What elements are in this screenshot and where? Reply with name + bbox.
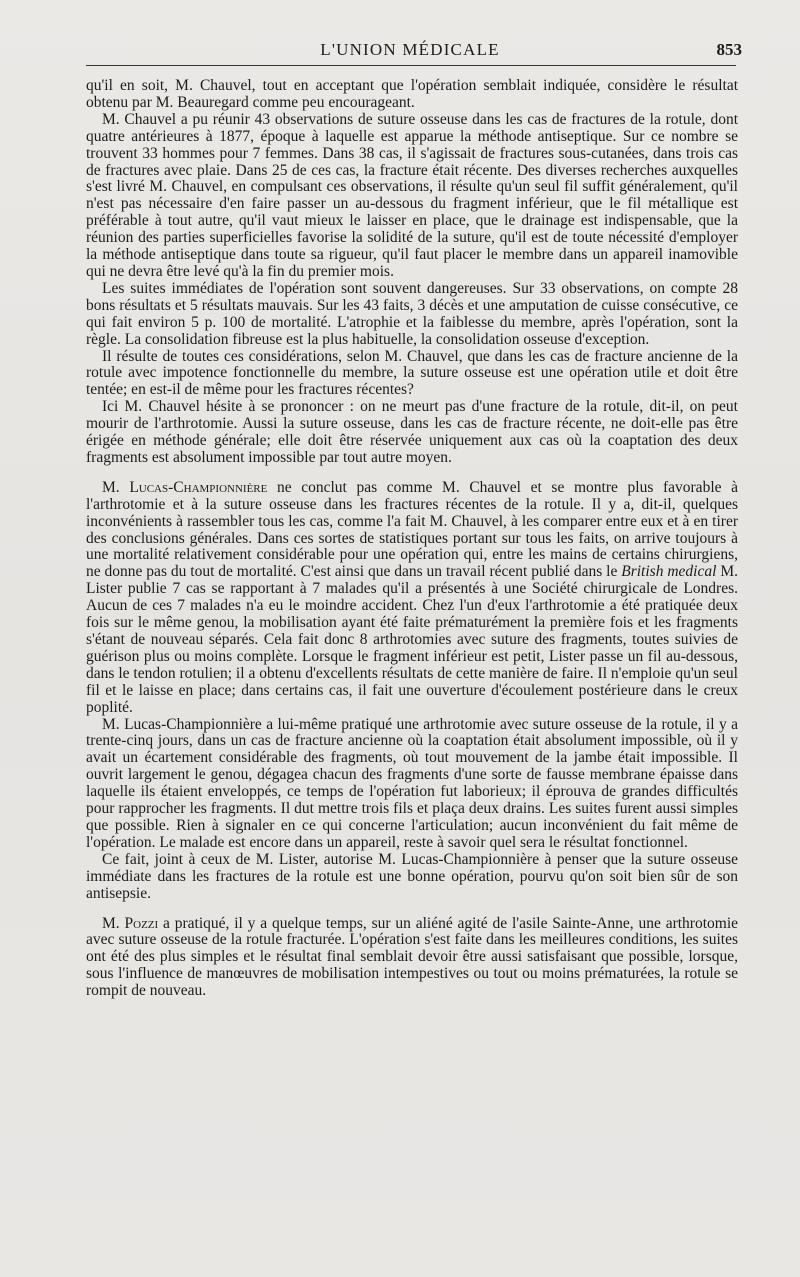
paragraph: M. Lucas-Championnière a lui-même pratiqué une arthrotomie avec suture osseuse de la rotule, il y a trente-cinq jours, dans un cas de fracture ancienne où la coaptation était absolument impossible, où il y avait un écartement considérable des fragments, où tout mouvement de la jambe était impossible. Il ouvrit largement le genou, dégagea chacun des fragments d'une sorte de fausse membrane épaisse dans laquelle ils étaient enveloppés, ce temps de l'opération fut laborieux; il éprouva de grandes difficultés pour rapprocher les fragments. Il dut mettre trois fils et plaça deux drains. Les suites furent aussi simples que possible. Rien à signaler en ce qui concerne l'articulation; aucun inconvénient du fait même de l'opération. Le malade est encore dans un appareil, reste à savoir quel sera le résultat fonctionnel. [86, 715, 738, 851]
paragraph: Il résulte de toutes ces considérations, selon M. Chauvel, que dans les cas de fracture ancienne de la rotule avec impotence fonctionnelle du membre, la suture osseuse est une opération utile et doit être tentée; en est-il de même pour les fractures récentes? [86, 347, 738, 399]
paragraph-lucas [86, 480, 738, 717]
paragraph: Les suites immédiates de l'opération sont souvent dangereuses. Sur 33 observations, on compte 28 bons résultats et 5 résultats mauvais. Sur les 43 faits, 3 décès et une amputation de cuisse consécutive, ce qui fait environ 5 p. 100 de mortalité. L'atrophie et la faiblesse du membre, après l'opération, sont la règle. La consolidation fibreuse est la plus habituelle, la consolidation osseuse d'exception. [86, 279, 738, 348]
speaker-title: M. [102, 478, 120, 496]
paragraph: Ici M. Chauvel hésite à se prononcer : on ne meurt pas d'une fracture de la rotule, dit-il, on peut mourir de l'arthrotomie. Aussi la suture osseuse, dans les cas de fracture récente, ne doit-elle pas être érigée en méthode générale; elle doit être réservée uniquement aux cas où la coaptation des deux fragments est absolument impossible par tout autre moyen. [86, 398, 738, 466]
paragraph-text: a pratiqué, il y a quelque temps, sur un aliéné agité de l'asile Sainte-Anne, une arthrotomie avec suture osseuse de la rotule fracturée. L'opération s'est faite dans les meilleures conditions, les suites ont été des plus simples et le résultat final semblait devoir être aussi satisfaisant que possible, lorsque, sous l'influence de manœuvres de mobilisation intempestives ou tout ou moins prématurées, la rotule se rompit de nouveau. [86, 914, 739, 1000]
speaker-name: Lucas-Championnière [129, 478, 268, 496]
journal-title: L'UNION MÉDICALE [320, 40, 500, 59]
header-rule [86, 65, 736, 66]
paragraph: qu'il en soit, M. Chauvel, tout en acceptant que l'opération semblait indiquée, considère le résultat obtenu par M. Beauregard comme peu encourageant. [86, 77, 738, 111]
paragraph-pozzi [86, 916, 738, 1001]
paragraph-text: ne conclut pas comme M. Chauvel et se montre plus favorable à l'arthrotomie et à la suture osseuse dans les fractures récentes de la rotule. Il y a, dit-il, quelques inconvénients à rassembler tous les cas, comme l'a fait M. Chauvel, à les comparer entre eux et à en tirer des conclusions générales. Dans ces sortes de statistiques portant sur tous les faits, on arrive toujours à une mortalité relativement considérable pour une opération qui, entre les mains de certains chirurgiens, ne donne pas du tout de mortalité. C'est ainsi que dans un travail récent publié dans le [86, 478, 739, 581]
speaker-title: M. [102, 914, 120, 932]
paragraph-text: M. Lister publie 7 cas se rapportant à 7 malades qu'il a présentés à une Société chirurgicale de Londres. Aucun de ces 7 malades n'a eu le moindre accident. Chez l'un d'eux l'arthrotomie a été pratiquée deux fois sur le même genou, la mobilisation ayant été faite prématurément la première fois et les fragments s'étant de nouveau séparés. Cela fait donc 8 arthrotomies avec suture des fragments, toutes suivies de guérison plus ou moins complète. Lorsque le fragment inférieur est petit, Lister passe un fil au-dessous, dans le tendon rotulien; il a obtenu d'excellents résultats de cette manière de faire. Il n'emploie qu'un seul fil et le laisse en place; dans certains cas, il fait une ouverture d'écoulement postérieure dans le creux poplité. [86, 563, 738, 716]
article-body [86, 78, 738, 1000]
page-number: 853 [716, 40, 742, 59]
speaker-name: Pozzi [124, 914, 159, 932]
running-header [84, 38, 742, 64]
paragraph: Ce fait, joint à ceux de M. Lister, autorise M. Lucas-Championnière à penser que la suture osseuse immédiate dans les fractures de la rotule est une bonne opération, pourvu qu'on soit bien sûr de son antisepsie. [86, 850, 738, 902]
journal-reference: British medical [621, 563, 717, 581]
paragraph: M. Chauvel a pu réunir 43 observations de suture osseuse dans les cas de fractures de la rotule, dont quatre antérieures à 1877, époque à laquelle est apparue la méthode antiseptique. Sur ce nombre se trouvent 33 hommes pour 7 femmes. Dans 38 cas, il s'agissait de fractures sous-cutanées, dans trois cas de fractures avec plaie. Dans 25 de ces cas, la fracture était récente. Des diverses recherches auxquelles s'est livré M. Chauvel, en compulsant ces observations, il résulte qu'un seul fil suffit généralement, qu'il n'est pas nécessaire d'en faire passer un au-dessous du fragment inférieur, que le fil métallique est préférable à tout autre, qu'il vaut mieux le laisser en place, que le drainage est indispensable, que la réunion des parties superficielles favorise la solidité de la suture, qu'il est de toute nécessité d'employer la méthode antiseptique dans toute sa rigueur, qu'il faut placer le membre dans un appareil inamovible qui ne devra être levé qu'à la fin du premier mois. [86, 110, 738, 280]
